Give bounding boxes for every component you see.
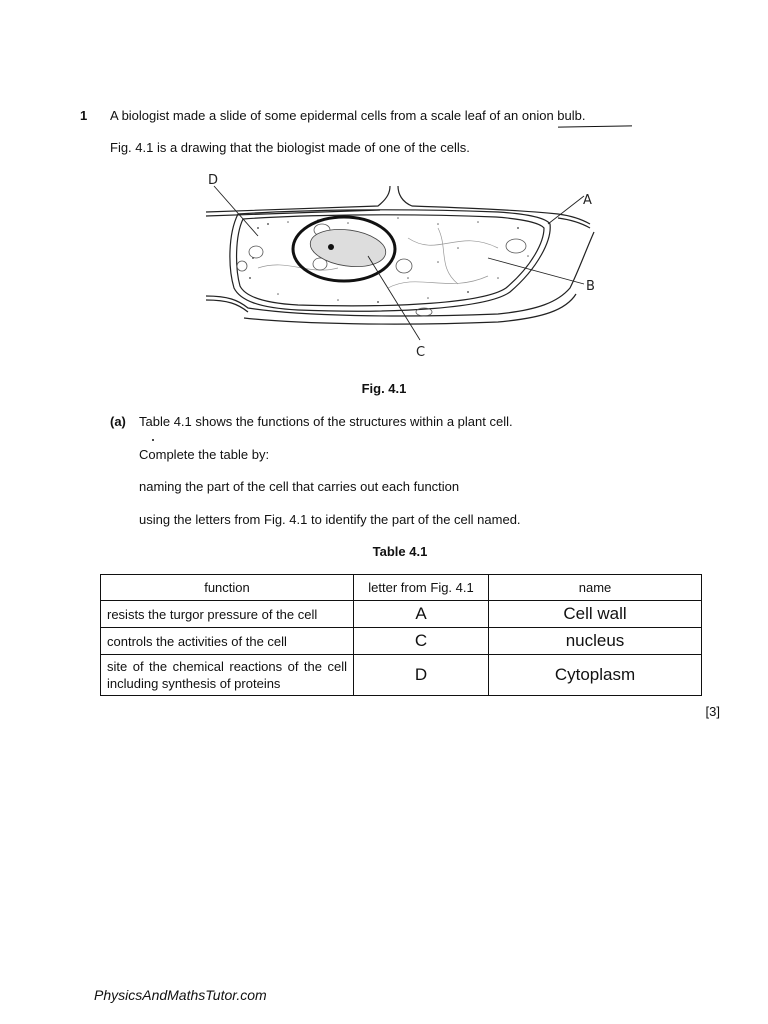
stray-mark <box>152 439 154 441</box>
part-a-label: (a) <box>110 414 126 429</box>
function-table <box>100 574 702 696</box>
header-letter: letter from Fig. 4.1 <box>354 575 489 601</box>
instruction-naming: naming the part of the cell that carries out each function <box>139 479 460 494</box>
row-name-answer[interactable]: Cell wall <box>489 601 702 628</box>
row-letter-answer[interactable]: C <box>354 628 489 655</box>
instruction-using: using the letters from Fig. 4.1 to identify the part of the cell named. <box>139 512 521 527</box>
footer-site: PhysicsAndMathsTutor.com <box>94 987 267 1003</box>
question-intro: A biologist made a slide of some epidermal cells from a scale leaf of an onion bulb. <box>110 108 586 123</box>
figure-label-d: D <box>208 173 219 188</box>
figure-label-a: A <box>583 193 592 208</box>
cell-diagram <box>198 168 608 368</box>
row-function: resists the turgor pressure of the cell <box>101 601 354 628</box>
table-row <box>101 628 702 655</box>
table-header-row <box>101 575 702 601</box>
table-row <box>101 601 702 628</box>
header-function: function <box>101 575 354 601</box>
figure-label-c: C <box>416 345 426 360</box>
handwritten-underline <box>558 125 632 127</box>
figure-caption: Fig. 4.1 <box>361 381 407 396</box>
figure-label-b: B <box>586 279 595 294</box>
figure-intro: Fig. 4.1 is a drawing that the biologist made of one of the cells. <box>110 140 470 155</box>
table-row <box>101 655 702 696</box>
row-name-answer[interactable]: nucleus <box>489 628 702 655</box>
row-name-answer[interactable]: Cytoplasm <box>489 655 702 696</box>
part-a-text: Table 4.1 shows the functions of the structures within a plant cell. <box>139 414 513 429</box>
row-letter-answer[interactable]: A <box>354 601 489 628</box>
row-function: controls the activities of the cell <box>101 628 354 655</box>
question-number: 1 <box>80 108 88 123</box>
table-caption: Table 4.1 <box>372 544 428 559</box>
row-function: site of the chemical reactions of the cell including synthesis of proteins <box>101 655 354 696</box>
header-name: name <box>489 575 702 601</box>
instruction-complete: Complete the table by: <box>139 447 270 462</box>
row-letter-answer[interactable]: D <box>354 655 489 696</box>
marks-indicator: [3] <box>705 704 720 719</box>
